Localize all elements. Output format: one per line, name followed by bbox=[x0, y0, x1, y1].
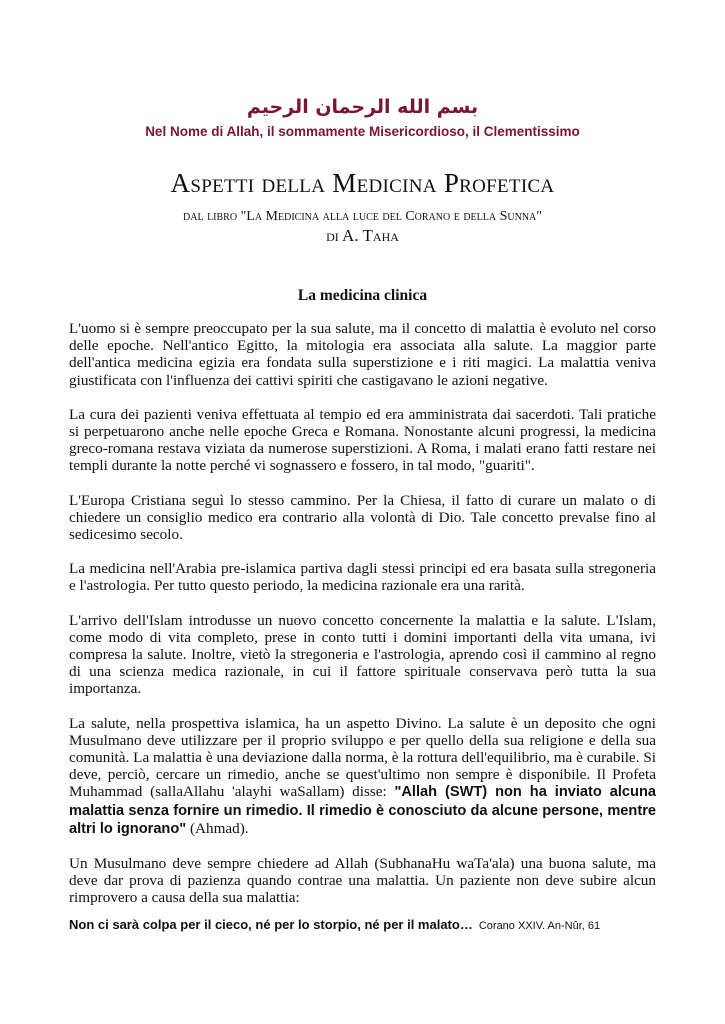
hadith-quote: "Allah (SWT) non ha inviato alcuna malattia senza fornire un rimedio. Il rimedio è conosciuto da alcune persone, mentre altri lo ignorano" bbox=[69, 784, 656, 837]
paragraph-5: L'arrivo dell'Islam introdusse un nuovo concetto concernente la malattia e la salute. L'Islam, come modo di vita completo, prese in conto tutti i domini importanti della vita umana, ivi compresa la salute. Inoltre, vietò la stregoneria e l'astrologia, aprendo così il cammino al regno di una scienza medica razionale, in cui il fattore spirituale conservava però tutta la sua importanza. bbox=[69, 611, 656, 698]
quran-quote-reference: Corano XXIV. An-Nûr, 61 bbox=[478, 920, 601, 932]
paragraph-7: Un Musulmano deve sempre chiedere ad Allah (SubhanaHu waTa'ala) una buona salute, ma deve dar prova di pazienza quando contrae una malattia. Un paziente non deve subire alcun rimprovero a causa della sua malattia: bbox=[69, 855, 656, 907]
basmala-arabic: بسم الله الرحمان الرحيم bbox=[246, 96, 479, 118]
paragraph-6-text: La salute, nella prospettiva islamica, ha un aspetto Divino. La salute è un deposito che ogni Musulmano deve utilizzare per il proprio sviluppo e per quello della sua religione e della sua comunità. La malattia è una deviazione dalla norma, è la rottura dell'equilibrio, ma è curabile. Si deve, perciò, cercare un rimedio, anche se quest'ultimo non sempre è disponibile. Il Profeta Muhammad (sallaAllahu 'alayhi waSallam) disse: bbox=[69, 714, 656, 801]
section-heading: La medicina clinica bbox=[297, 287, 428, 304]
paragraph-4: La medicina nell'Arabia pre-islamica partiva dagli stessi principi ed era basata sulla stregoneria e l'astrologia. Per tutto questo periodo, la medicina razionale era una rarità. bbox=[69, 560, 656, 595]
paragraph-1: L'uomo si è sempre preoccupato per la sua salute, ma il concetto di malattia è evoluto nel corso delle epoche. Nell'antico Egitto, la mitologia era associata alla salute. La maggior parte dell'antica medicina egizia era fondata sulla superstizione e i riti magici. La malattia veniva giustificata con l'influenza dei cattivi spiriti che castigavano le azioni negative. bbox=[69, 320, 656, 389]
basmala-translation: Nel Nome di Allah, il sommamente Misericordioso, il Clementissimo bbox=[145, 124, 580, 139]
document-subtitle: dal libro "La Medicina alla luce del Corano e della Sunna" bbox=[183, 209, 542, 224]
quran-quote bbox=[69, 917, 669, 932]
paragraph-3: L'Europa Cristiana seguì lo stesso cammino. Per la Chiesa, il fatto di curare un malato o di chiedere un consiglio medico era contrario alla volontà di Dio. Tale concetto prevalse fino al sedicesimo secolo. bbox=[69, 491, 656, 544]
paragraph-2: La cura dei pazienti veniva effettuata al tempio ed era amministrata dai sacerdoti. Tali pratiche si perpetuarono anche nelle epoche Greca e Romana. Nonostante alcuni progressi, la medicina greco-romana restava viziata da numerose superstizioni. A Roma, i malati erano fatti restare nei templi durante la notte perché vi sognassero e fossero, in tal modo, "guariti". bbox=[69, 405, 656, 475]
paragraph-6 bbox=[69, 715, 656, 838]
body-text bbox=[69, 320, 656, 924]
quran-quote-text: Non ci sarà colpa per il cieco, né per lo storpio, né per il malato… bbox=[69, 917, 473, 932]
document-title: Aspetti della Medicina Profetica bbox=[170, 168, 555, 198]
document-author: di A. Taha bbox=[326, 226, 399, 245]
hadith-source: (Ahmad). bbox=[186, 819, 249, 837]
